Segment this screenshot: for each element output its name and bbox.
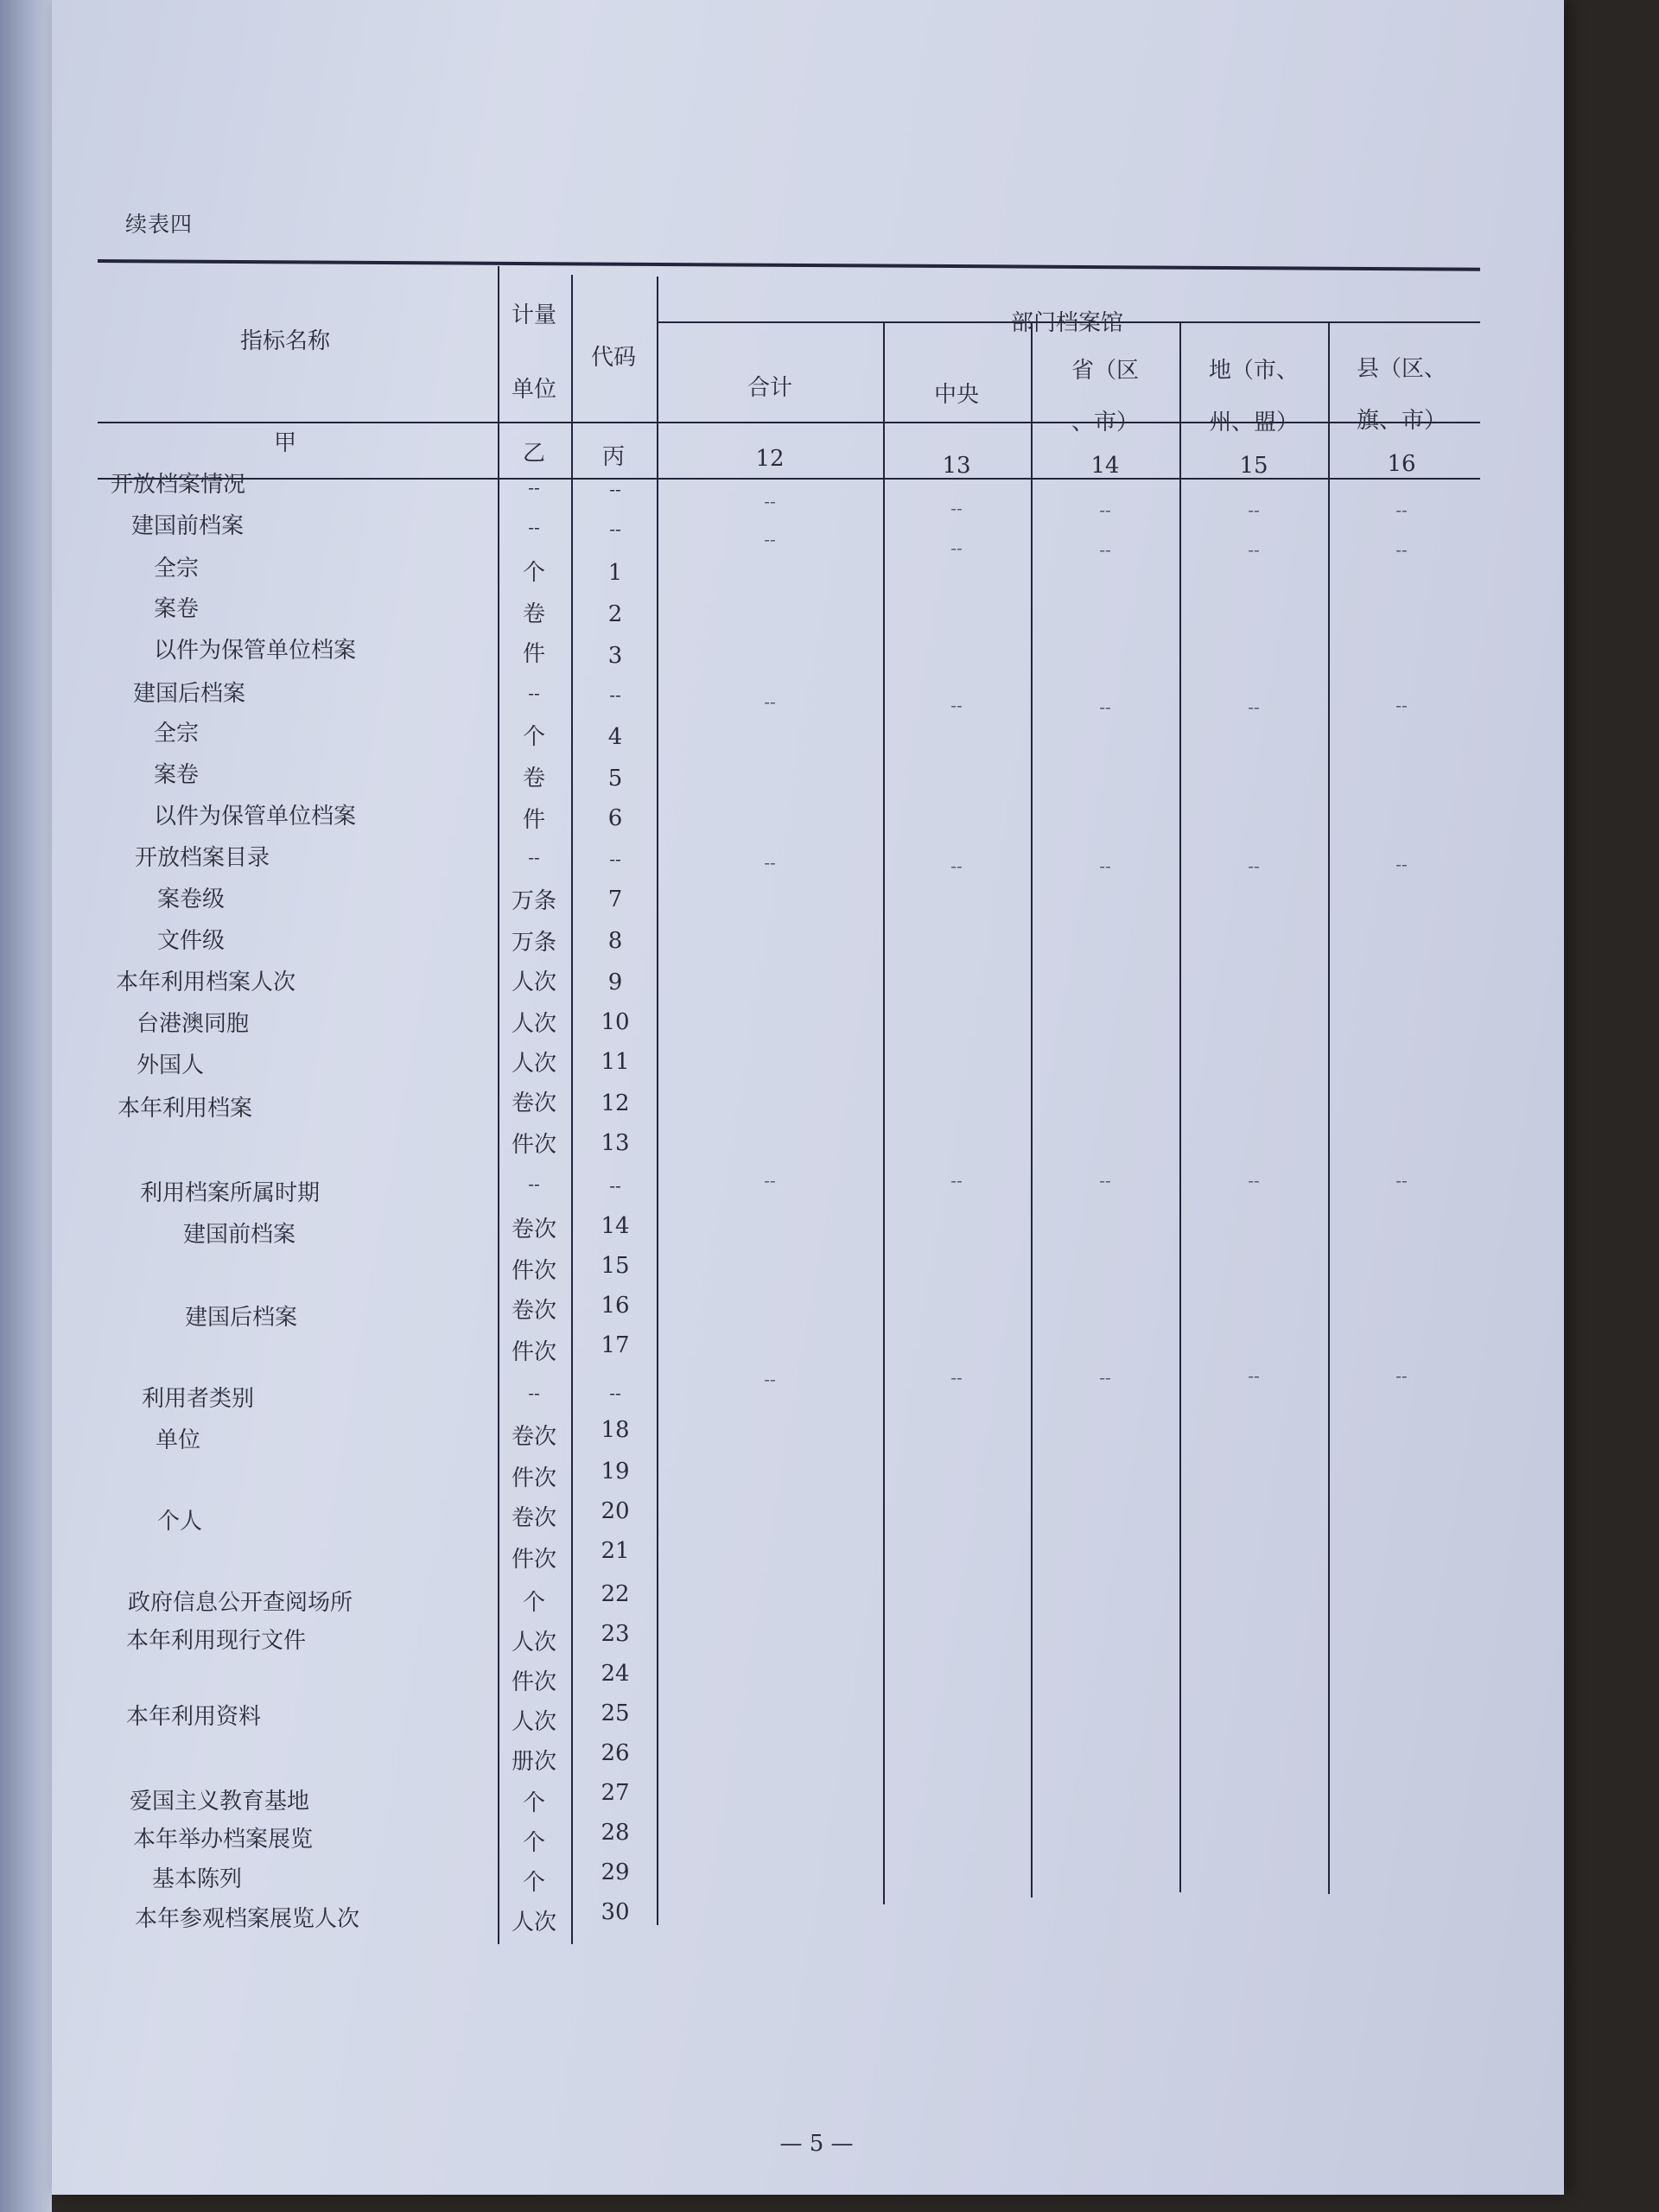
row-unit: 万条: [511, 930, 557, 956]
row-code: --: [609, 849, 621, 869]
row-name: 建国前档案: [183, 1222, 296, 1248]
row-unit: --: [528, 683, 540, 703]
header-total: 合计: [747, 375, 793, 401]
row-code: 24: [601, 1661, 630, 1687]
continued-table-label: 续表四: [125, 212, 194, 237]
col-code-bing: 丙: [601, 444, 626, 470]
row-name: 全宗: [154, 721, 200, 747]
row-unit: 卷: [522, 766, 546, 791]
col-code-14: 14: [1090, 453, 1120, 479]
row-code: 2: [607, 601, 623, 627]
book-spine: [0, 0, 52, 2212]
cell-dash: --: [1395, 499, 1408, 520]
cell-dash: --: [1248, 1170, 1260, 1191]
cell-dash: --: [1395, 1365, 1408, 1386]
row-unit: 件次: [511, 1669, 557, 1695]
row-name: 以件为保管单位档案: [154, 804, 357, 830]
page-number: — 5 —: [779, 2131, 854, 2157]
header-county-line1: 县（区、: [1356, 356, 1447, 382]
header-province-line2: 、市）: [1071, 410, 1140, 435]
cell-dash: --: [950, 1367, 963, 1388]
row-name: 开放档案情况: [111, 472, 246, 498]
row-name: 案卷: [154, 596, 200, 622]
divider-central-province: [1031, 323, 1033, 1897]
row-unit: 件次: [511, 1258, 557, 1284]
row-code: 19: [601, 1459, 630, 1484]
row-unit: 卷: [522, 601, 546, 627]
row-unit: 人次: [511, 1630, 557, 1656]
row-code: 6: [607, 805, 623, 831]
divider-prefecture-county: [1328, 323, 1330, 1894]
col-code-16: 16: [1387, 451, 1416, 477]
cell-dash: --: [1099, 499, 1111, 520]
cell-dash: --: [1248, 696, 1260, 717]
row-name: 建国前档案: [131, 513, 245, 539]
row-unit: --: [528, 477, 540, 498]
row-unit: --: [528, 1382, 540, 1403]
row-code: 23: [601, 1621, 630, 1647]
cell-dash: --: [950, 1170, 963, 1191]
row-code: 17: [601, 1332, 630, 1358]
row-name: 本年举办档案展览: [133, 1827, 314, 1853]
cell-dash: --: [1099, 1367, 1111, 1388]
header-province-line1: 省（区: [1071, 358, 1140, 384]
cell-dash: --: [950, 855, 963, 876]
row-name: 全宗: [154, 556, 200, 582]
cell-dash: --: [764, 1170, 776, 1191]
row-unit: 件: [522, 807, 546, 833]
row-name: 基本陈列: [152, 1866, 243, 1892]
row-unit: 卷次: [511, 1298, 557, 1324]
header-unit-line1: 计量: [511, 302, 557, 328]
row-code: --: [609, 518, 621, 539]
row-unit: 件次: [511, 1547, 557, 1573]
cell-dash: --: [764, 1369, 776, 1389]
row-code: 11: [601, 1049, 630, 1075]
row-code: --: [609, 1382, 621, 1403]
row-unit: 件次: [511, 1339, 557, 1365]
divider-name-unit: [498, 266, 499, 1944]
row-unit: 人次: [511, 1910, 557, 1936]
row-unit: 件次: [511, 1465, 557, 1491]
row-code: 4: [607, 724, 623, 750]
row-unit: 个: [522, 560, 546, 586]
row-code: 26: [601, 1740, 630, 1766]
row-code: 30: [601, 1899, 630, 1925]
row-unit: 人次: [511, 969, 557, 995]
row-name: 政府信息公开查阅场所: [128, 1590, 353, 1616]
row-code: 25: [601, 1700, 630, 1726]
row-unit: 人次: [511, 1011, 557, 1037]
row-name: 本年利用档案: [118, 1096, 253, 1122]
row-unit: 册次: [511, 1749, 557, 1775]
row-name: 以件为保管单位档案: [154, 638, 357, 664]
header-central: 中央: [933, 382, 980, 408]
cell-dash: --: [1395, 1170, 1408, 1191]
row-unit: 件: [522, 641, 546, 667]
row-unit: 卷次: [511, 1424, 557, 1450]
col-code-15: 15: [1239, 453, 1268, 479]
row-code: 15: [601, 1253, 630, 1279]
cell-dash: --: [1248, 855, 1260, 876]
row-name: 本年利用资料: [126, 1704, 262, 1730]
row-unit: 个: [522, 1870, 546, 1896]
row-unit: 万条: [511, 888, 557, 914]
row-name: 案卷级: [157, 887, 226, 912]
divider-province-prefecture: [1179, 323, 1181, 1892]
row-code: 16: [601, 1293, 630, 1319]
row-name: 本年利用现行文件: [126, 1628, 307, 1654]
row-code: 5: [607, 766, 623, 791]
row-code: 22: [601, 1581, 630, 1607]
row-name: 个人: [157, 1509, 203, 1535]
cell-dash: --: [764, 691, 776, 712]
col-code-jia: 甲: [273, 430, 297, 456]
row-code: 27: [601, 1780, 630, 1806]
row-code: 3: [607, 643, 623, 669]
row-code: --: [609, 684, 621, 705]
row-code: 13: [601, 1130, 630, 1156]
row-unit: 个: [522, 1790, 546, 1816]
cell-dash: --: [1099, 539, 1111, 560]
header-prefecture-line1: 地（市、: [1208, 358, 1300, 384]
row-code: 10: [601, 1009, 630, 1035]
row-unit: --: [528, 517, 540, 537]
row-name: 台港澳同胞: [137, 1011, 250, 1037]
col-code-13: 13: [942, 453, 971, 479]
cell-dash: --: [764, 491, 776, 512]
row-name: 建国后档案: [133, 681, 246, 707]
row-code: 7: [607, 887, 623, 912]
row-name: 案卷: [154, 762, 200, 788]
row-code: 18: [601, 1417, 630, 1443]
row-code: 28: [601, 1820, 630, 1846]
header-code: 代码: [590, 345, 637, 371]
row-name: 利用者类别: [142, 1386, 255, 1412]
row-name: 文件级: [157, 928, 226, 954]
header-indicator-name: 指标名称: [239, 328, 331, 354]
row-code: 21: [601, 1538, 630, 1564]
cell-dash: --: [950, 537, 963, 558]
header-prefecture-line2: 州、盟）: [1208, 410, 1300, 435]
row-unit: 卷次: [511, 1217, 557, 1243]
cell-dash: --: [764, 529, 776, 550]
row-code: 14: [601, 1213, 630, 1239]
row-unit: --: [528, 1173, 540, 1194]
divider-unit-code: [571, 275, 573, 1944]
cell-dash: --: [1248, 1365, 1260, 1386]
row-code: --: [609, 479, 621, 499]
row-unit: 人次: [511, 1709, 557, 1735]
row-name: 单位: [156, 1427, 201, 1453]
row-name: 本年利用档案人次: [116, 969, 296, 995]
column-codes-rule: [98, 478, 1480, 480]
row-code: 8: [607, 928, 623, 954]
row-code: 20: [601, 1498, 630, 1524]
cell-dash: --: [1248, 499, 1260, 520]
cell-dash: --: [1395, 854, 1408, 874]
cell-dash: --: [1099, 696, 1111, 717]
row-unit: --: [528, 847, 540, 868]
col-code-12: 12: [755, 446, 785, 472]
row-unit: 件次: [511, 1132, 557, 1158]
cell-dash: --: [1099, 855, 1111, 876]
cell-dash: --: [1395, 539, 1408, 560]
row-name: 爱国主义教育基地: [130, 1789, 310, 1815]
cell-dash: --: [1248, 539, 1260, 560]
row-code: 1: [607, 560, 623, 586]
header-unit-line2: 单位: [511, 377, 557, 403]
row-name: 建国后档案: [185, 1305, 298, 1331]
row-name: 利用档案所属时期: [140, 1180, 321, 1206]
divider-code-total: [657, 276, 658, 1925]
row-unit: 个: [522, 724, 546, 750]
row-unit: 个: [522, 1590, 546, 1616]
row-unit: 卷次: [511, 1505, 557, 1531]
cell-dash: --: [764, 852, 776, 873]
row-code: 12: [601, 1090, 630, 1116]
header-county-line2: 旗、市）: [1356, 408, 1447, 434]
row-code: 9: [607, 969, 623, 995]
divider-total-central: [883, 323, 885, 1904]
row-code: 29: [601, 1859, 630, 1885]
header-department-archives: 部门档案馆: [1010, 310, 1124, 336]
row-unit: 卷次: [511, 1090, 557, 1116]
cell-dash: --: [1395, 695, 1408, 715]
row-code: --: [609, 1175, 621, 1196]
col-code-yi: 乙: [522, 441, 546, 467]
cell-dash: --: [1099, 1170, 1111, 1191]
row-name: 本年参观档案展览人次: [135, 1906, 360, 1932]
row-unit: 个: [522, 1830, 546, 1856]
row-unit: 人次: [511, 1051, 557, 1077]
row-name: 外国人: [137, 1052, 205, 1078]
cell-dash: --: [950, 695, 963, 715]
cell-dash: --: [950, 498, 963, 518]
row-name: 开放档案目录: [135, 845, 270, 871]
